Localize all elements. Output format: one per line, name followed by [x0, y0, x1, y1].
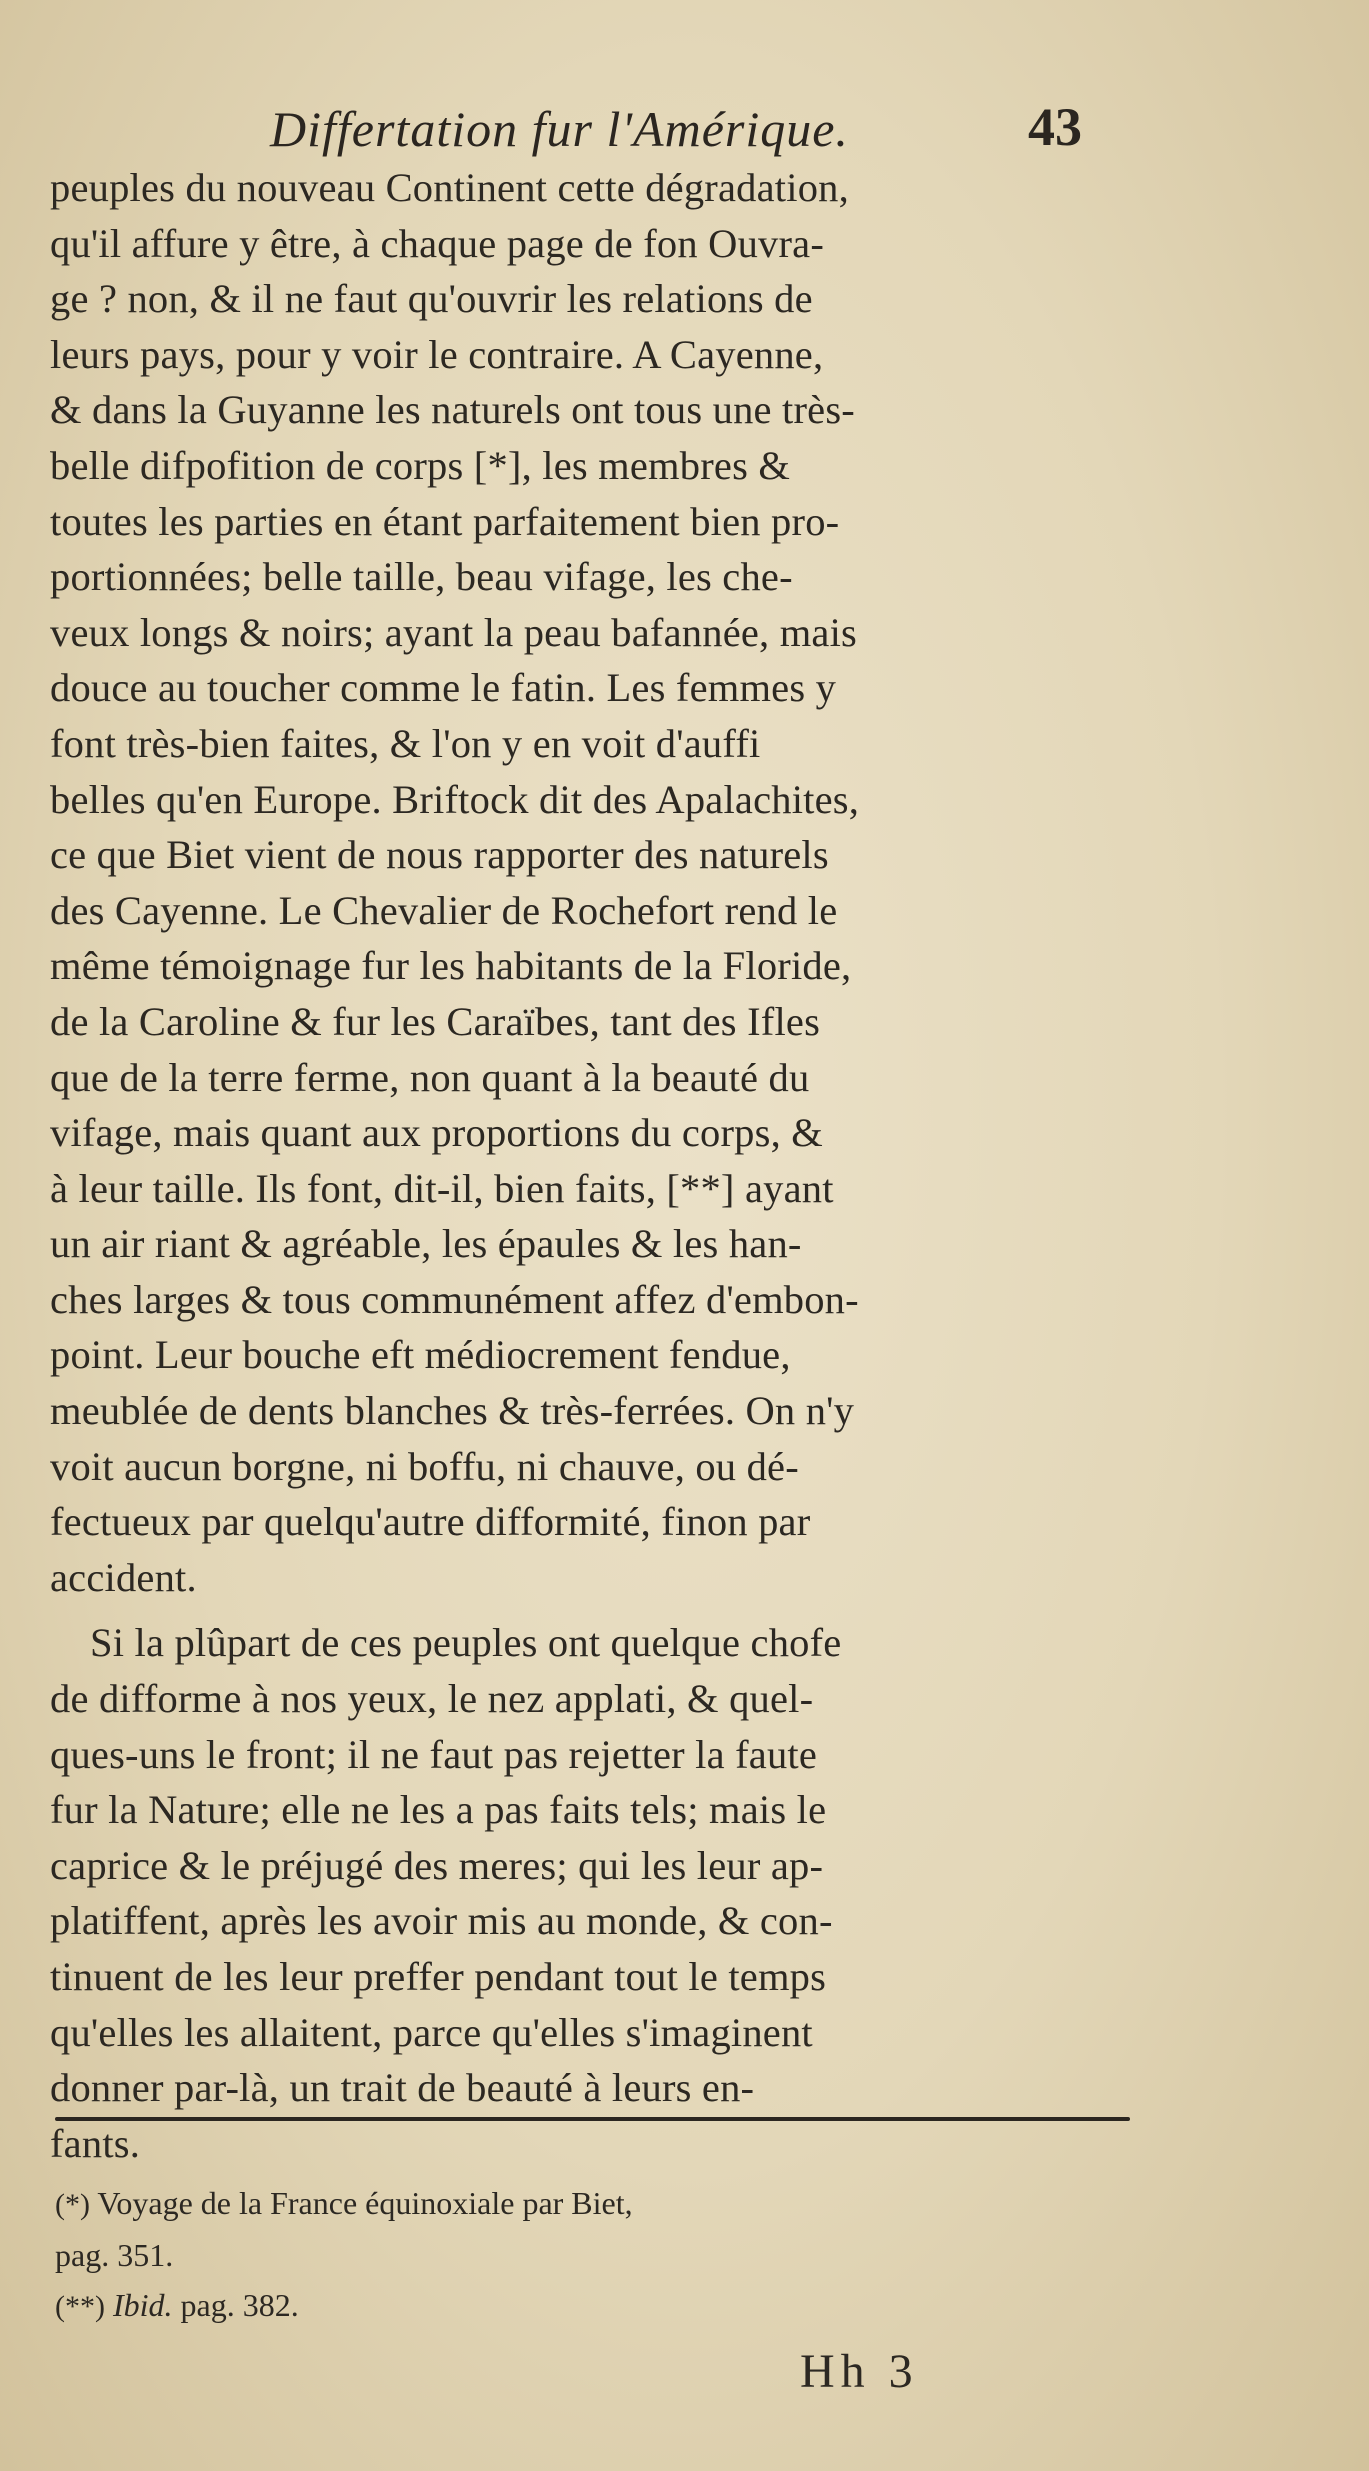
text-line: accident. [50, 1554, 197, 1600]
text-line: qu'elles les allaitent, parce qu'elles s'imaginent [50, 2009, 813, 2055]
text-line: fectueux par quelqu'autre difformité, finon par [50, 1499, 811, 1545]
signature-mark: Hh 3 [800, 2345, 919, 2398]
text-line: belles qu'en Europe. Briftock dit des Apalachites, [50, 776, 860, 822]
footnote-mark: (*) [55, 2188, 90, 2221]
text-line: voit aucun borgne, ni boffu, ni chauve, ou dé- [50, 1443, 799, 1489]
text-line: fants. [50, 2120, 141, 2166]
text-line: ques-uns le front; il ne faut pas rejetter la faute [50, 1731, 818, 1777]
text-line: ce que Biet vient de nous rapporter des naturels [50, 832, 829, 878]
text-line: ge ? non, & il ne faut qu'ouvrir les relations de [50, 276, 813, 322]
text-line: fur la Nature; elle ne les a pas faits tels; mais le [50, 1787, 827, 1833]
text-line: même témoignage fur les habitants de la Floride, [50, 943, 852, 989]
footnote-ibid: Ibid. [112, 2287, 173, 2323]
text-line: platiffent, après les avoir mis au monde, & con- [50, 1898, 833, 1944]
text-line: meublée de dents blanches & très-ferrées. On n'y [50, 1388, 855, 1434]
text-line: de la Caroline & fur les Caraïbes, tant des Ifles [50, 998, 821, 1044]
footnote-1-page [55, 2230, 1155, 2280]
text-line: Si la plûpart de ces peuples ont quelque chofe [90, 1620, 842, 1666]
text-line: point. Leur bouche eft médiocrement fendue, [50, 1332, 791, 1378]
text-line: ches larges & tous communément affez d'embon- [50, 1276, 859, 1322]
page-number: 43 [1028, 97, 1082, 157]
text-line: de difforme à nos yeux, le nez applati, & quel- [50, 1676, 814, 1722]
body-text [50, 160, 1200, 2171]
text-line: font très-bien faites, & l'on y en voit d'auffi [50, 720, 761, 766]
footnote-2 [55, 2280, 1155, 2332]
text-line: que de la terre ferme, non quant à la beauté du [50, 1054, 810, 1100]
footnote-page: pag. 351. [55, 2237, 174, 2273]
footnote-page: pag. 382. [180, 2287, 299, 2323]
running-title: Differtation fur l'Amérique. [270, 101, 849, 157]
text-line: veux longs & noirs; ayant la peau bafannée, mais [50, 609, 857, 655]
footnote-1 [55, 2178, 1155, 2230]
text-line: vifage, mais quant aux proportions du corps, & [50, 1110, 823, 1156]
text-line: & dans la Guyanne les naturels ont tous une très- [50, 387, 855, 433]
text-line: leurs pays, pour y voir le contraire. A Cayenne, [50, 331, 824, 377]
footnote-mark: (**) [55, 2290, 105, 2323]
text-line: qu'il affure y être, à chaque page de fon Ouvra- [50, 220, 825, 266]
text-line: à leur taille. Ils font, dit-il, bien faits, [**] ayant [50, 1165, 834, 1211]
text-line: douce au toucher comme le fatin. Les femmes y [50, 665, 837, 711]
footnotes [55, 2178, 1155, 2332]
text-line: un air riant & agréable, les épaules & les han- [50, 1221, 802, 1267]
text-line: toutes les parties en étant parfaitement bien pro- [50, 498, 840, 544]
text-line: caprice & le préjugé des meres; qui les leur ap- [50, 1842, 824, 1888]
paragraph-gap [50, 1605, 1200, 1615]
footnote-divider [55, 2117, 1130, 2121]
text-line: donner par-là, un trait de beauté à leurs en- [50, 2065, 755, 2111]
text-line: belle difpofition de corps [*], les membres & [50, 442, 791, 488]
footnote-text: Voyage de la France équinoxiale par Biet, [97, 2185, 633, 2221]
text-line: des Cayenne. Le Chevalier de Rochefort rend le [50, 887, 838, 933]
text-line: peuples du nouveau Continent cette dégradation, [50, 165, 849, 210]
text-line: portionnées; belle taille, beau vifage, les che- [50, 554, 793, 600]
text-line: tinuent de les leur preffer pendant tout le temps [50, 1954, 827, 1999]
